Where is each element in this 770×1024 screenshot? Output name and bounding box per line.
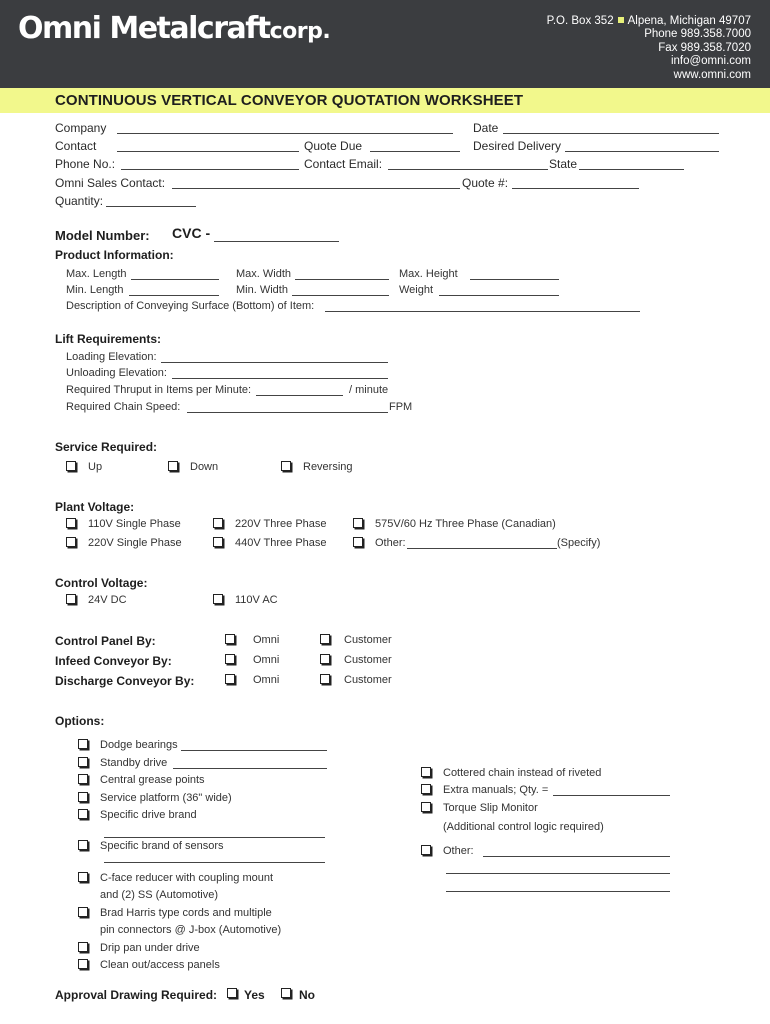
service-reversing-label: Reversing [303, 461, 353, 473]
option-cface-reducer-label: C-face reducer with coupling mount [100, 872, 274, 884]
control-24vdc-label: 24V DC [88, 594, 127, 606]
square-bullet-icon [618, 17, 624, 23]
control-24vdc-checkbox[interactable] [66, 594, 76, 604]
voltage-220v-single-label: 220V Single Phase [88, 537, 182, 549]
fax-number: Fax 989.358.7020 [658, 41, 751, 54]
option-other-field-2[interactable] [446, 873, 670, 874]
voltage-440v-three-checkbox[interactable] [213, 537, 223, 547]
infeed-omni-label: Omni [253, 654, 280, 666]
option-other-field[interactable] [483, 856, 670, 857]
voltage-575v-checkbox[interactable] [353, 518, 363, 528]
option-drip-pan-checkbox[interactable] [78, 942, 88, 952]
max-height-field[interactable] [470, 279, 559, 280]
option-clean-out-checkbox[interactable] [78, 959, 88, 969]
thruput-label: Required Thruput in Items per Minute: [66, 384, 252, 396]
desired-delivery-field[interactable] [565, 151, 719, 152]
max-length-field[interactable] [131, 279, 219, 280]
control-110vac-checkbox[interactable] [213, 594, 223, 604]
voltage-575v-label: 575V/60 Hz Three Phase (Canadian) [375, 518, 556, 530]
option-clean-out-label: Clean out/access panels [100, 959, 220, 971]
quantity-field[interactable] [106, 206, 196, 207]
header-bar [0, 0, 770, 88]
control-panel-omni-checkbox[interactable] [225, 634, 235, 644]
approval-yes-label: Yes [244, 988, 265, 1002]
state-label: State [549, 157, 578, 171]
quantity-label: Quantity: [55, 194, 104, 208]
option-brad-harris-label-2: pin connectors @ J-box (Automotive) [100, 924, 282, 936]
voltage-220v-single-checkbox[interactable] [66, 537, 76, 547]
discharge-conveyor-by-label: Discharge Conveyor By: [55, 674, 195, 688]
control-panel-customer-label: Customer [344, 634, 392, 646]
approval-drawing-label: Approval Drawing Required: [55, 988, 218, 1002]
option-cface-reducer-label-2: and (2) SS (Automotive) [100, 889, 218, 901]
product-info-heading: Product Information: [55, 248, 174, 262]
infeed-conveyor-by-label: Infeed Conveyor By: [55, 654, 172, 668]
voltage-220v-three-label: 220V Three Phase [235, 518, 327, 530]
voltage-110v-single-label: 110V Single Phase [88, 518, 181, 530]
discharge-omni-checkbox[interactable] [225, 674, 235, 684]
unloading-elevation-label: Unloading Elevation: [66, 367, 167, 379]
website-link[interactable]: www.omni.com [673, 68, 751, 81]
quote-number-field[interactable] [512, 188, 639, 189]
option-cottered-chain-label: Cottered chain instead of riveted [443, 767, 602, 779]
contact-field[interactable] [117, 151, 299, 152]
company-label: Company [55, 121, 107, 135]
description-label: Description of Conveying Surface (Bottom) of Item: [66, 300, 315, 312]
voltage-220v-three-checkbox[interactable] [213, 518, 223, 528]
min-length-field[interactable] [129, 295, 219, 296]
model-number-label: Model Number: [55, 228, 150, 243]
options-heading: Options: [55, 714, 105, 728]
approval-no-label: No [299, 988, 315, 1002]
control-voltage-heading: Control Voltage: [55, 576, 148, 590]
thruput-unit: / minute [349, 384, 389, 396]
max-width-field[interactable] [295, 279, 389, 280]
phone-field[interactable] [121, 169, 299, 170]
phone-number: Phone 989.358.7000 [644, 28, 751, 41]
discharge-omni-label: Omni [253, 674, 280, 686]
title-bar [0, 88, 770, 113]
loading-elevation-label: Loading Elevation: [66, 351, 157, 363]
option-standby-drive-field[interactable] [173, 768, 327, 769]
service-down-label: Down [190, 461, 219, 473]
option-cottered-chain-checkbox[interactable] [421, 767, 431, 777]
voltage-440v-three-label: 440V Three Phase [235, 537, 327, 549]
option-sensor-brand-label: Specific brand of sensors [100, 840, 224, 852]
weight-field[interactable] [439, 295, 559, 296]
max-width-label: Max. Width [236, 268, 292, 280]
address-city: Alpena, Michigan 49707 [627, 15, 751, 27]
company-field[interactable] [117, 133, 453, 134]
state-field[interactable] [579, 169, 684, 170]
option-other-label: Other: [443, 845, 474, 857]
voltage-other-field[interactable] [407, 548, 557, 549]
option-other-checkbox[interactable] [421, 845, 431, 855]
address-pobox: P.O. Box 352 [546, 15, 614, 27]
option-central-grease-label: Central grease points [100, 774, 205, 786]
thruput-field[interactable] [256, 395, 343, 396]
max-height-label: Max. Height [399, 268, 458, 280]
option-standby-drive-checkbox[interactable] [78, 757, 88, 767]
model-number-field[interactable] [214, 241, 339, 242]
option-brad-harris-checkbox[interactable] [78, 907, 88, 917]
voltage-110v-single-checkbox[interactable] [66, 518, 76, 528]
contact-label: Contact [55, 139, 97, 153]
option-drive-brand-checkbox[interactable] [78, 809, 88, 819]
option-drip-pan-label: Drip pan under drive [100, 942, 200, 954]
phone-label: Phone No.: [55, 157, 116, 171]
service-up-checkbox[interactable] [66, 461, 76, 471]
max-length-label: Max. Length [66, 268, 127, 280]
chain-speed-field[interactable] [187, 412, 388, 413]
option-drive-brand-label: Specific drive brand [100, 809, 197, 821]
option-standby-drive-label: Standby drive [100, 757, 168, 769]
option-sensor-brand-field[interactable] [104, 862, 325, 863]
option-cface-reducer-checkbox[interactable] [78, 872, 88, 882]
option-extra-manuals-label: Extra manuals; Qty. = [443, 784, 549, 796]
desired-delivery-label: Desired Delivery [473, 139, 562, 153]
contact-email-label: Contact Email: [304, 157, 383, 171]
lift-requirements-heading: Lift Requirements: [55, 332, 162, 346]
control-panel-by-label: Control Panel By: [55, 634, 156, 648]
quote-due-field[interactable] [370, 151, 460, 152]
control-panel-customer-checkbox[interactable] [320, 634, 330, 644]
service-down-checkbox[interactable] [168, 461, 178, 471]
quote-due-label: Quote Due [304, 139, 363, 153]
option-torque-slip-label: Torque Slip Monitor [443, 802, 538, 814]
min-width-label: Min. Width [236, 284, 288, 296]
option-brad-harris-label: Brad Harris type cords and multiple [100, 907, 272, 919]
omni-sales-contact-field[interactable] [172, 188, 460, 189]
unloading-elevation-field[interactable] [172, 378, 388, 379]
model-number-value: CVC - [172, 225, 211, 241]
voltage-other-checkbox[interactable] [353, 537, 363, 547]
service-reversing-checkbox[interactable] [281, 461, 291, 471]
option-other-field-3[interactable] [446, 891, 670, 892]
chain-speed-unit: FPM [389, 401, 413, 413]
option-torque-slip-note: (Additional control logic required) [443, 821, 604, 833]
infeed-customer-checkbox[interactable] [320, 654, 330, 664]
contact-block [547, 15, 751, 82]
date-field[interactable] [503, 133, 719, 134]
voltage-specify-label: (Specify) [557, 537, 601, 549]
date-label: Date [473, 121, 499, 135]
option-extra-manuals-field[interactable] [553, 795, 670, 796]
control-110vac-label: 110V AC [235, 594, 278, 606]
discharge-customer-checkbox[interactable] [320, 674, 330, 684]
email-link[interactable]: info@omni.com [670, 55, 751, 68]
min-width-field[interactable] [292, 295, 389, 296]
company-logo: Omni Metalcraftcorp. [18, 11, 331, 46]
option-torque-slip-checkbox[interactable] [421, 802, 431, 812]
control-panel-omni-label: Omni [253, 634, 280, 646]
option-extra-manuals-checkbox[interactable] [421, 784, 431, 794]
min-length-label: Min. Length [66, 284, 124, 296]
option-central-grease-checkbox[interactable] [78, 774, 88, 784]
infeed-omni-checkbox[interactable] [225, 654, 235, 664]
approval-no-checkbox[interactable] [281, 988, 291, 998]
approval-yes-checkbox[interactable] [227, 988, 237, 998]
option-dodge-bearings-label: Dodge bearings [100, 739, 178, 751]
option-dodge-bearings-checkbox[interactable] [78, 739, 88, 749]
option-sensor-brand-checkbox[interactable] [78, 840, 88, 850]
option-drive-brand-field[interactable] [104, 837, 325, 838]
discharge-customer-label: Customer [344, 674, 392, 686]
omni-sales-contact-label: Omni Sales Contact: [55, 176, 166, 190]
option-service-platform-label: Service platform (36" wide) [100, 792, 232, 804]
plant-voltage-heading: Plant Voltage: [55, 500, 135, 514]
weight-label: Weight [399, 284, 434, 296]
infeed-customer-label: Customer [344, 654, 392, 666]
page-title: CONTINUOUS VERTICAL CONVEYOR QUOTATION WORKSHEET [55, 92, 524, 109]
option-service-platform-checkbox[interactable] [78, 792, 88, 802]
service-up-label: Up [88, 461, 103, 473]
chain-speed-label: Required Chain Speed: [66, 401, 181, 413]
voltage-other-label: Other: [375, 537, 406, 549]
service-required-heading: Service Required: [55, 440, 158, 454]
quote-number-label: Quote #: [462, 176, 509, 190]
option-dodge-bearings-field[interactable] [181, 750, 327, 751]
description-field[interactable] [325, 311, 640, 312]
contact-email-field[interactable] [388, 169, 548, 170]
loading-elevation-field[interactable] [161, 362, 388, 363]
